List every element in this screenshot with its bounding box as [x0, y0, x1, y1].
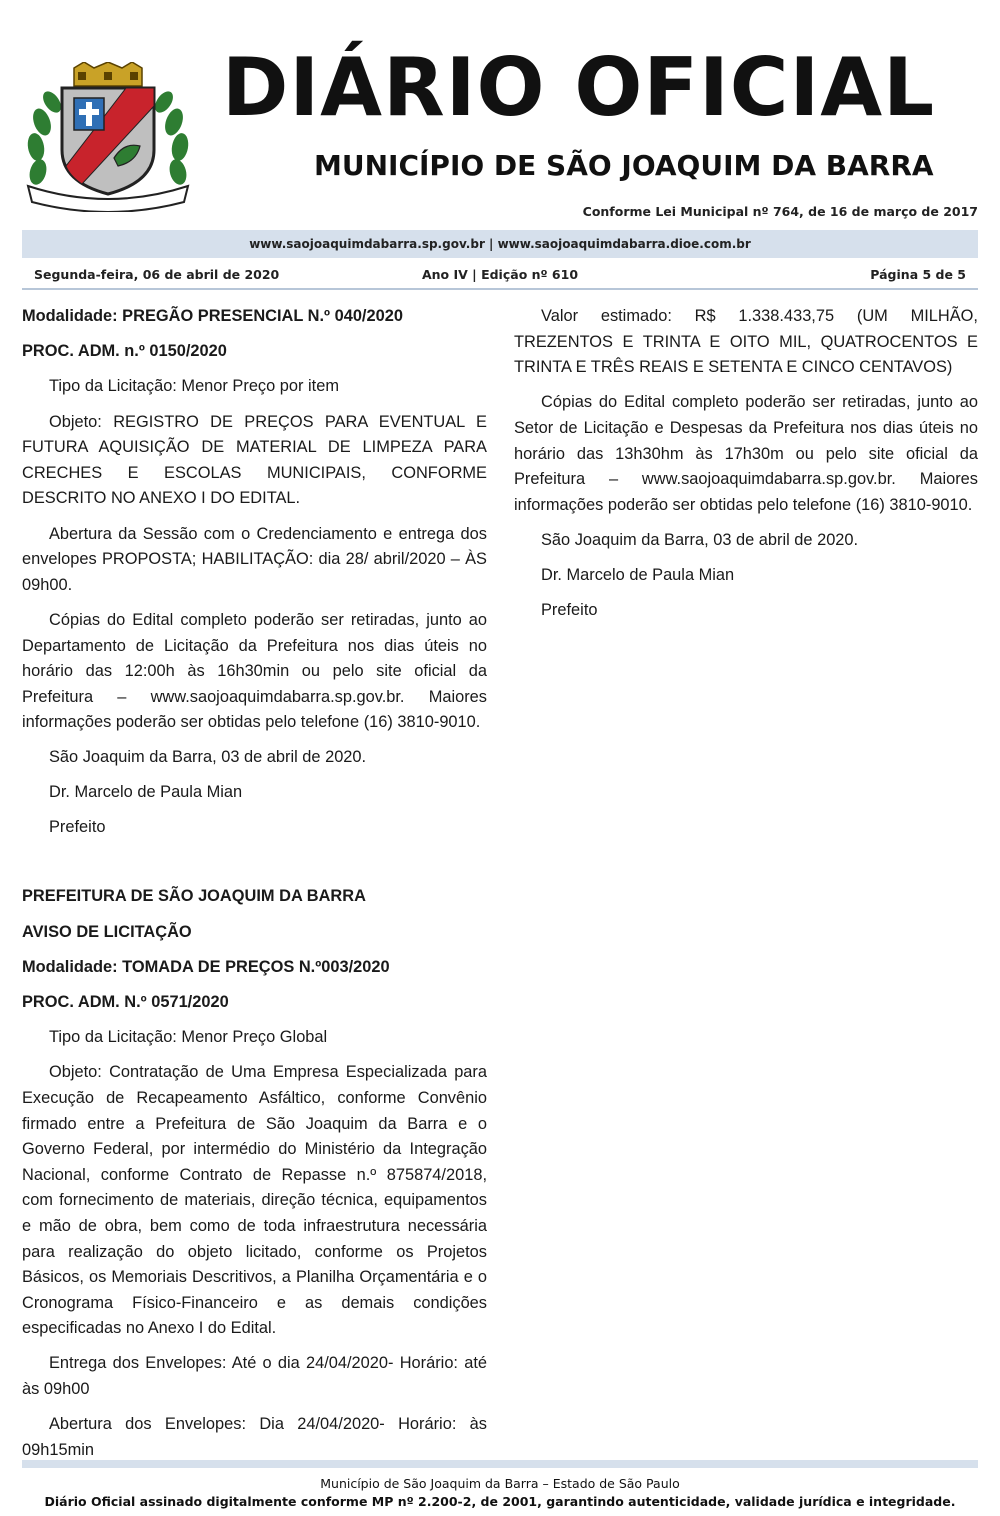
legal-basis-line: Conforme Lei Municipal nº 764, de 16 de março de 2017: [582, 204, 978, 219]
footer-divider: [22, 1460, 978, 1468]
notice2-proc: PROC. ADM. N.º 0571/2020: [22, 992, 229, 1011]
notice2-signer: Dr. Marcelo de Paula Mian: [541, 565, 735, 584]
issue-edition: Ano IV | Edição nº 610: [421, 267, 579, 282]
notice2-valor: Valor estimado: R$ 1.338.433,75 (UM MILHÃO, TREZENTOS E TRINTA E OITO MIL, QUATROCENTOS E TRINTA E TRÊS REAIS E SETENTA E CINCO CENTAVOS): [514, 307, 978, 377]
notice2-objeto: Objeto: Contratação de Uma Empresa Especializada para Execução de Recapeamento Asfáltico, conforme Convênio firmado entre a Prefeitura de São Joaquim da Barra e o Governo Federal, por intermédio do Ministério da Integração Nacional, conforme Contrato de Repasse n.º 875874/2018, com fornecimento de materiais, direção técnica, equipamentos e mão de obra, bem como de toda infraestrutura necessária para realização do objeto licitado, conforme os Projetos Básicos, os Memoriais Descritivos, a Planilha Orçamentária e o Cronograma Físico-Financeiro e as demais condições especificadas no Anexo I do Edital.: [22, 1063, 487, 1338]
page-indicator: Página 5 de 5: [870, 267, 966, 282]
notice1-copias: Cópias do Edital completo poderão ser retiradas, junto ao Departamento de Licitação da Prefeitura nos dias úteis no horário das 12:00h às 16h30min ou pelo site oficial da Prefeitura – www.saojoaquimdabarra.sp.gov.br. Maiores informações poderão ser obtidas pelo telefone (16) 3810-9010.: [22, 610, 487, 732]
issue-info-bar: [22, 262, 978, 290]
notice1-abertura: Abertura da Sessão com o Credenciamento e entrega dos envelopes PROPOSTA; HABILITAÇÃO: dia 28/ abril/2020 – ÀS 09h00.: [22, 524, 487, 594]
notice2-abertura: Abertura dos Envelopes: Dia 24/04/2020- Horário: às 09h15min: [22, 1415, 487, 1459]
masthead: [0, 0, 1000, 282]
notice2-aviso: AVISO DE LICITAÇÃO: [22, 922, 192, 941]
notice1-proc: PROC. ADM. n.º 0150/2020: [22, 342, 227, 361]
notice1-tipo: Tipo da Licitação: Menor Preço por item: [49, 377, 340, 396]
notice2-copias: Cópias do Edital completo poderão ser retiradas, junto ao Setor de Licitação e Despesas da Prefeitura nos dias úteis no horário das 13h30hm às 17h30m ou pelo site oficial da Prefeitura – www.saojoaquimdabarra.sp.gov.br. Maiores informações poderão ser obtidas pelo telefone (16) 3810-9010.: [514, 393, 978, 514]
right-column: [514, 304, 978, 633]
notice1-role: Prefeito: [49, 818, 106, 837]
notice2-role: Prefeito: [541, 600, 598, 619]
notice2-modalidade: Modalidade: TOMADA DE PREÇOS N.º003/2020: [22, 957, 390, 976]
notice2-org: PREFEITURA DE SÃO JOAQUIM DA BARRA: [22, 887, 366, 906]
section-spacer: [22, 850, 487, 884]
notice1-signer: Dr. Marcelo de Paula Mian: [49, 783, 243, 802]
url-bar[interactable]: www.saojoaquimdabarra.sp.gov.br | www.saojoaquimdabarra.dioe.com.br: [22, 230, 978, 258]
newspaper-title: DIÁRIO OFICIAL: [222, 41, 936, 134]
notice2-entrega: Entrega dos Envelopes: Até o dia 24/04/2020- Horário: até às 09h00: [22, 1354, 487, 1399]
notice2-local-date: São Joaquim da Barra, 03 de abril de 2020.: [541, 530, 859, 549]
footer-signature-notice: Diário Oficial assinado digitalmente conforme MP nº 2.200-2, de 2001, garantindo autenticidade, validade jurídica e integridade.: [44, 1494, 956, 1509]
municipal-crest-logo: [22, 62, 194, 212]
notice1-local-date: São Joaquim da Barra, 03 de abril de 2020.: [49, 748, 367, 767]
issue-date: Segunda-feira, 06 de abril de 2020: [34, 267, 280, 282]
municipality-subtitle: MUNICÍPIO DE SÃO JOAQUIM DA BARRA: [314, 149, 934, 182]
footer-municipality: Município de São Joaquim da Barra – Estado de São Paulo: [320, 1476, 680, 1491]
notice1-modalidade: Modalidade: PREGÃO PRESENCIAL N.º 040/2020: [22, 307, 403, 325]
left-column: [22, 304, 487, 1473]
notice1-objeto: Objeto: REGISTRO DE PREÇOS PARA EVENTUAL E FUTURA AQUISIÇÃO DE MATERIAL DE LIMPEZA PARA CRECHES E ESCOLAS MUNICIPAIS, CONFORME DESCRITO NO ANEXO I DO EDITAL.: [22, 412, 487, 508]
notice2-tipo: Tipo da Licitação: Menor Preço Global: [49, 1028, 328, 1047]
